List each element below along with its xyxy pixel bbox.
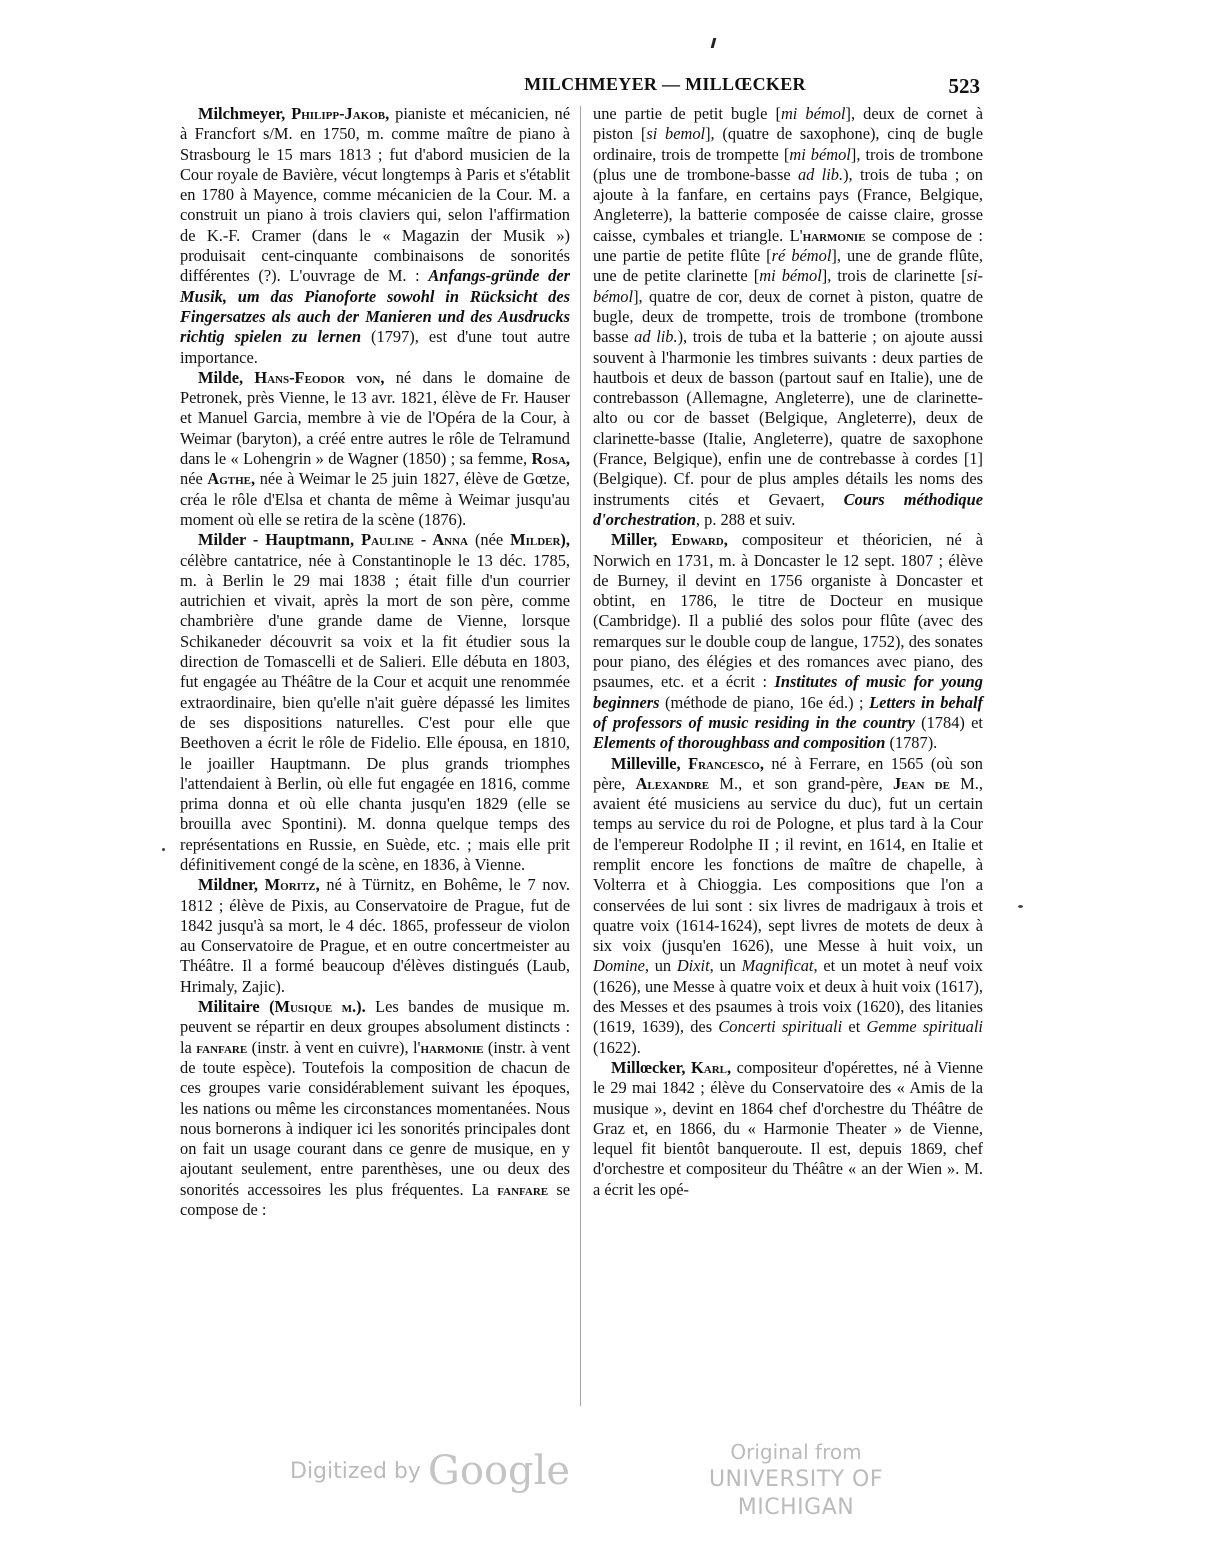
note-name: si-bémol	[593, 266, 984, 306]
headword: Milleville,	[611, 753, 681, 773]
digitized-by-text: Digitized by	[290, 1459, 421, 1484]
headword: Milde,	[198, 367, 244, 387]
work-title: Anfangs-gründe der Musik, um das Pianoforte sowohl in Rücksicht des Fingersatzes als auch der Manieren und des Ausdrucks richtig spielen zu lernen	[180, 266, 570, 347]
entry-militaire-continued	[593, 104, 983, 530]
entry-text: pianiste et mécanicien, né à Francfort s/M. en 1750, m. comme maître de piano à Strasbourg le 15 mars 1813 ; fut d'abord musicien de la Cour royale de Bavière, vécut longtemps à Paris et s'établit en 1780 à Mayence, comme mécanicien de la Cour. M. a construit un piano à trois claviers qui, selon l'affirmation de K.-F. Cramer (dans le « Magazin der Musik ») produisait cent-cinquante combinaisons de sonorités différentes (?). L'ouvrage de M. :	[180, 104, 570, 286]
entry-text: célèbre cantatrice, née à Constantinople le 13 déc. 1785, m. à Berlin le 29 mai 1838 ; était fille d'un courrier autrichien et vivait, après la mort de son père, comme chambrière d'une grande dame de Vienne, lorsque Schikaneder découvrit sa voix et la fit étudier sous la direction de Tomascelli et de Salieri. Elle débuta en 1803, fut engagée au Théâtre de la Cour et acquit une renommée extraordinaire, bien qu'elle n'ait guère dépassé les limites de ses dispositions naturelles. C'est pour elle que Beethoven a écrit le rôle de Fidelio. Elle épousa, en 1810, le joailler Hauptmann. De plus grands triomphes l'attendaient à Berlin, où elle fut engagée en 1816, comme prima donna et où elle chanta jusqu'en 1829 (elle se brouilla avec Spontini). M. donna quelque temps des représentations en Russie, en Suède, etc. ; mais elle prit définitivement congé de la scène, en 1836, à Vienne.	[180, 550, 570, 874]
person-name: Milder),	[510, 530, 570, 550]
entry-text: , p. 288 et suiv.	[695, 509, 796, 529]
note-name: ré bémol	[771, 246, 832, 266]
entry-name: Edward,	[671, 530, 728, 550]
column-divider	[580, 106, 581, 1406]
university-text: UNIVERSITY OF MICHIGAN	[708, 1467, 884, 1520]
entry-text: (1784) et	[914, 712, 983, 732]
stray-dot	[1018, 905, 1023, 908]
entry-text: ], une de grande flûte, une de petite clarinette [	[593, 246, 983, 286]
entry-text: (1622).	[593, 1037, 641, 1057]
headword: Miller,	[611, 530, 658, 550]
entry-text: , et un motet à neuf voix (1626), une Messe à quatre voix et deux à huit voix (1617), des Messes et des psaumes à trois voix (1620), des litanies (1619, 1639), des	[593, 956, 983, 1037]
entry-text: né dans le domaine de Petronek, près Vienne, le 13 avr. 1821, élève de Fr. Hauser et Manuel Garcia, membre à vie de l'Opéra de la Cour, à Weimar (baryton), a créé entre autres le rôle de Telramund dans le « Lohengrin » de Wagner (1850) ; sa femme,	[180, 367, 570, 469]
entry-text: , un	[644, 956, 677, 976]
headword: Mildner,	[198, 875, 258, 895]
google-logo-text: Google	[427, 1448, 571, 1494]
term: fanfare	[196, 1037, 248, 1057]
entry-name: Karl,	[691, 1057, 732, 1077]
entry-text: (1787).	[885, 733, 938, 753]
entry-text: (instr. à vent de toute espèce). Toutefois la composition de chacun de ces groupes varie considérablement suivant les époques, les nations ou même les circonstances momentanées. Nous nous bornerons à indiquer ici les sonorités principales dont on fait un usage courant dans ce genre de musique, en y ajoutant seulement, entre parenthèses, une ou deux des sonorités accessoires les plus fréquentes. La	[180, 1037, 571, 1199]
note-name: mi bémol	[780, 104, 846, 123]
term: fanfare	[497, 1179, 549, 1199]
entry-text: M., et son grand-père,	[709, 773, 893, 793]
entry-text: ], (quatre de saxophone), cinq de bugle ordinaire, trois de trompette [	[593, 124, 983, 164]
entry-text: (1797), est d'une tout autre importance.	[180, 327, 571, 367]
entry-text: (méthode de piano, 16e éd.) ;	[659, 692, 870, 712]
term: harmonie	[420, 1037, 484, 1057]
entry-text: ), trois de tuba et la batterie ; on ajoute aussi souvent à l'harmonie les timbres suivants : deux parties de hautbois et deux de basson (partout sauf en Italie), une de contrebasson (Allemagne, Angleterre), une de clarinette-alto ou cor de basset (Belgique, Angleterre), deux de clarinette-basse (Italie, Angleterre), quatre de saxophone (France, Belgique), enfin une de contrebasse à cordes [1] (Belgique). Cf. pour de plus amples détails les noms des instruments cités et Gevaert,	[593, 327, 983, 509]
headword: Milchmeyer,	[198, 104, 286, 123]
work-title: Concerti spirituali	[718, 1017, 843, 1037]
entry-text: (instr. à vent en cuivre), l'	[247, 1037, 421, 1057]
entry-text: et	[842, 1017, 867, 1037]
ad-lib: ad lib.	[634, 327, 678, 347]
entry-milder-hauptmann	[180, 530, 570, 875]
entry-milchmeyer	[180, 104, 570, 368]
left-column	[180, 104, 570, 1220]
digitization-footer	[0, 1438, 1207, 1520]
entry-milleville	[593, 754, 983, 1058]
note-name: mi bémol	[789, 144, 851, 164]
entry-text: se compose de :	[180, 1179, 570, 1220]
entry-text: compositeur et théoricien, né à Norwich en 1731, m. à Doncaster le 12 sept. 1807 ; élève de Burney, il devint en 1756 organiste à Doncaster et obtint, en 1786, le titre de Docteur en musique (Cambridge). Il a publié des solos pour flûte (avec des remarques sur le double coup de langue, 1752), des sonates pour piano, des élégies et des romances avec piano, des psaumes, etc. et a écrit :	[593, 530, 983, 692]
person-name: Jean de	[892, 773, 950, 793]
person-name: Agthe,	[207, 469, 256, 489]
right-column	[593, 104, 983, 1200]
entry-name: Philipp-Jakob,	[291, 104, 390, 123]
work-title: Letters in behalf of professors of music residing in the country	[593, 692, 983, 732]
work-title: Magnificat	[741, 956, 814, 976]
work-title: Dixit	[676, 956, 710, 976]
entry-name: Hans-Feodor von,	[254, 367, 385, 387]
work-title: Domine	[593, 956, 645, 976]
headword: Millœcker,	[611, 1057, 686, 1077]
note-name: mi bémol	[759, 266, 822, 286]
headword: Militaire	[198, 997, 260, 1017]
original-from-watermark	[666, 1438, 926, 1522]
term: harmonie	[802, 225, 866, 245]
entry-text: , un	[709, 956, 742, 976]
entry-text: compositeur d'opérettes, né à Vienne le 29 mai 1842 ; élève du Conservatoire des « Amis de la musique », devint en 1864 chef d'orchestre du Théâtre de Graz et, en 1866, du « Harmonie Theater » de Vienne, lequel fit bientôt banqueroute. Il est, depuis 1869, chef d'orchestre et compositeur du Théâtre « an der Wien ». M. a écrit les opé-	[593, 1057, 983, 1199]
entry-text: Les bandes de musique m. peuvent se répartir en deux groupes absolument distincts : la	[180, 997, 570, 1057]
entry-text: ], trois de clarinette [	[821, 266, 967, 286]
entry-mildner	[180, 875, 570, 997]
stray-ink-mark	[711, 38, 717, 48]
running-title: MILCHMEYER — MILLŒCKER	[524, 74, 806, 94]
work-title: Institutes of music for young beginners	[593, 672, 983, 712]
entry-text: (née	[468, 530, 511, 550]
entry-militaire	[180, 997, 570, 1220]
entry-name: Francesco,	[688, 753, 764, 773]
headword: Milder - Hauptmann,	[198, 530, 355, 550]
entry-text: ], deux de cornet à piston [	[593, 104, 983, 144]
entry-milde	[180, 368, 570, 530]
digitized-by-google-watermark	[290, 1448, 570, 1494]
page-number: 523	[948, 74, 980, 98]
entry-text: né à Ferrare, en 1565 (où son père,	[593, 753, 983, 793]
entry-text: né à Türnitz, en Bohême, le 7 nov. 1812 ; élève de Pixis, au Conservatoire de Prague, fut de 1842 jusqu'à sa mort, le 4 déc. 1865, professeur de violon au Conservatoire de Prague, et en outre concertmeister au Théâtre. Il a formé beaucoup d'élèves distingués (Laub, Hrimaly, Zajic).	[180, 875, 570, 996]
entry-text: se compose de : une partie de petite flûte [	[593, 225, 983, 266]
entry-miller	[593, 530, 983, 753]
stray-dot	[162, 848, 165, 851]
entry-text: ), trois de tuba ; on ajoute à la fanfare, en certains pays (France, Belgique, Angleterre), la batterie composée de caisse claire, grosse caisse, cymbales et triangle. L'	[593, 164, 983, 245]
work-title: Elements of thoroughbass and composition	[593, 733, 886, 753]
entry-text: ], quatre de cor, deux de cornet à piston, quatre de bugle, deux de trompette, trois de trombone (trombone basse	[593, 286, 983, 347]
entry-name: Pauline - Anna	[361, 530, 468, 550]
entry-text: née à Weimar le 25 juin 1827, élève de Gœtze, créa le rôle d'Elsa et chanta de même à Weimar jusqu'au moment où elle se retira de la scène (1876).	[180, 469, 571, 529]
entry-text: M., avaient été musiciens au service du duc), fut un certain temps au service du roi de Pologne, et plus tard à la Cour de l'empereur Rodolphe II ; il revint, en 1614, en Italie et remplit encore les fonctions de maître de chapelle, à Volterra et à Chioggia. Les compositions que l'on a conservées de lui sont : six livres de madrigaux à trois et quatre voix (1614-1624), sept livres de motets de deux à six voix (jusqu'en 1626), une Messe à huit voix, un	[593, 773, 983, 956]
person-name: Rosa,	[531, 449, 570, 469]
person-name: Alexandre	[635, 773, 710, 793]
entry-name: Moritz,	[264, 875, 320, 895]
ad-lib: ad lib.	[797, 164, 844, 184]
original-from-text: Original from	[730, 1440, 862, 1464]
note-name: si bemol	[646, 124, 706, 144]
entry-millocker	[593, 1058, 983, 1200]
entry-text: ], trois de trombone (plus une de trombone-basse	[593, 144, 984, 184]
work-title: Gemme spirituali	[866, 1017, 983, 1037]
entry-text: une partie de petit bugle [	[593, 104, 781, 123]
page-header	[180, 74, 980, 104]
entry-text: née	[180, 469, 208, 489]
work-title: Cours méthodique d'orchestration	[593, 489, 983, 529]
entry-subtitle: (Musique m.).	[269, 997, 366, 1017]
